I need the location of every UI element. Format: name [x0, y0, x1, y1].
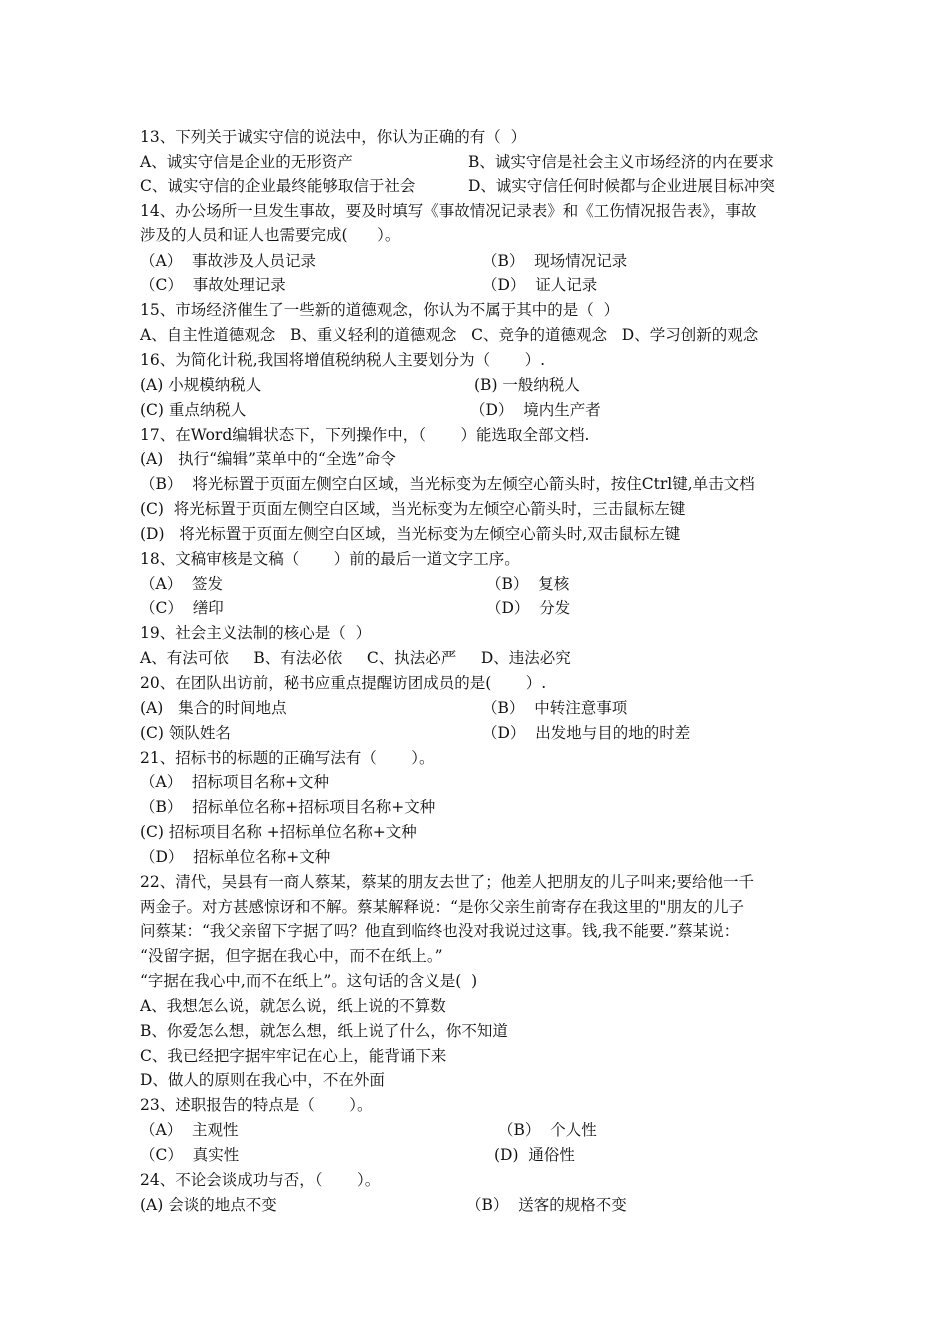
question-16-option-b: (B) 一般纳税人 [474, 376, 580, 394]
question-17-option-b: （B） 将光标置于页面左侧空白区域，当光标变为左倾空心箭头时，按住Ctrl键,单击文档 [140, 475, 755, 493]
question-14-stem-line2: 涉及的人员和证人也需要完成( ）。 [140, 226, 401, 244]
question-22-option-d: D、做人的原则在我心中，不在外面 [140, 1071, 385, 1089]
question-17-option-d: (D) 将光标置于页面左侧空白区域，当光标变为左倾空心箭头时,双击鼠标左键 [140, 525, 681, 543]
question-23-option-a: （A） 主观性 [140, 1121, 239, 1139]
question-21-option-b: （B） 招标单位名称+招标项目名称+文种 [140, 798, 436, 816]
question-23-stem: 23、述职报告的特点是（ ）。 [140, 1096, 373, 1114]
question-23-option-d: (D) 通俗性 [494, 1146, 575, 1164]
question-24-option-b: （B） 送客的规格不变 [466, 1196, 627, 1214]
question-17-option-a: (A) 执行“编辑”菜单中的“全选”命令 [140, 450, 396, 468]
question-14-option-b: （B） 现场情况记录 [482, 252, 628, 270]
question-22-stem-line4: “没留字据，但字据在我心中，而不在纸上。” [140, 947, 443, 965]
question-16-option-d: （D） 境内生产者 [470, 401, 601, 419]
question-21-stem: 21、招标书的标题的正确写法有（ ）。 [140, 749, 435, 767]
question-13-option-a: A、诚实守信是企业的无形资产 [140, 153, 353, 171]
question-14-option-d: （D） 证人记录 [482, 276, 598, 294]
question-22-option-c: C、我已经把字据牢牢记在心上，能背诵下来 [140, 1047, 447, 1065]
question-23-option-c: （C） 真实性 [140, 1146, 240, 1164]
question-14-stem-line1: 14、办公场所一旦发生事故，要及时填写《事故情况记录表》和《工伤情况报告表》，事故 [140, 202, 757, 220]
question-18-option-a: （A） 签发 [140, 575, 224, 593]
question-17-stem: 17、在Word编辑状态下，下列操作中，（ ）能选取全部文档. [140, 426, 590, 444]
question-13-stem: 13、下列关于诚实守信的说法中，你认为正确的有（ ） [140, 128, 527, 146]
question-22-stem-line2: 两金子。对方甚感惊讶和不解。蔡某解释说：“是你父亲生前寄存在我这里的"朋友的儿子 [140, 898, 745, 916]
question-22-option-a: A、我想怎么说，就怎么说，纸上说的不算数 [140, 997, 446, 1015]
question-19-stem: 19、社会主义法制的核心是（ ） [140, 624, 372, 642]
question-20-option-d: （D） 出发地与目的地的时差 [482, 724, 691, 742]
question-24-stem: 24、不论会谈成功与否，（ ）。 [140, 1171, 381, 1189]
question-23-option-b: （B） 个人性 [498, 1121, 597, 1139]
question-14-option-c: （C） 事故处理记录 [140, 276, 286, 294]
question-21-option-c: (C) 招标项目名称 +招标单位名称+文种 [140, 823, 417, 841]
question-21-option-d: （D） 招标单位名称+文种 [140, 848, 331, 866]
question-18-option-b: （B） 复核 [486, 575, 570, 593]
question-15-options: A、自主性道德观念 B、重义轻利的道德观念 C、竞争的道德观念 D、学习创新的观念 [140, 326, 759, 344]
question-19-options: A、有法可依 B、有法必依 C、执法必严 D、违法必究 [140, 649, 571, 667]
question-22-stem-line3: 问蔡某：“我父亲留下字据了吗？他直到临终也没对我说过这事。钱,我不能要.”蔡某说： [140, 922, 740, 940]
question-22-stem-line5: “字据在我心中,而不在纸上”。这句话的含义是( ) [140, 972, 478, 990]
question-13-option-d: D、诚实守信任何时候都与企业进展目标冲突 [468, 177, 775, 195]
question-18-stem: 18、文稿审核是文稿（ ）前的最后一道文字工序。 [140, 550, 520, 568]
question-18-option-c: （C） 缮印 [140, 599, 224, 617]
question-16-stem: 16、为简化计税,我国将增值税纳税人主要划分为（ ）. [140, 351, 546, 369]
question-21-option-a: （A） 招标项目名称+文种 [140, 773, 330, 791]
question-22-stem-line1: 22、清代，吴县有一商人蔡某，蔡某的朋友去世了；他差人把朋友的儿子叫来;要给他一千 [140, 873, 754, 891]
question-20-stem: 20、在团队出访前，秘书应重点提醒访团成员的是( ）. [140, 674, 547, 692]
question-22-option-b: B、你爱怎么想，就怎么想，纸上说了什么，你不知道 [140, 1022, 508, 1040]
question-16-option-c: (C) 重点纳税人 [140, 401, 247, 419]
question-15-stem: 15、市场经济催生了一些新的道德观念，你认为不属于其中的是（ ） [140, 301, 620, 319]
question-20-option-b: （B） 中转注意事项 [482, 699, 628, 717]
question-18-option-d: （D） 分发 [486, 599, 571, 617]
question-13-option-c: C、诚实守信的企业最终能够取信于社会 [140, 177, 416, 195]
question-14-option-a: （A） 事故涉及人员记录 [140, 252, 317, 270]
question-20-option-c: (C) 领队姓名 [140, 724, 231, 742]
question-16-option-a: (A) 小规模纳税人 [140, 376, 262, 394]
question-20-option-a: (A) 集合的时间地点 [140, 699, 287, 717]
question-24-option-a: (A) 会谈的地点不变 [140, 1196, 277, 1214]
question-17-option-c: (C) 将光标置于页面左侧空白区域，当光标变为左倾空心箭头时，三击鼠标左键 [140, 500, 686, 518]
question-13-option-b: B、诚实守信是社会主义市场经济的内在要求 [468, 153, 774, 171]
